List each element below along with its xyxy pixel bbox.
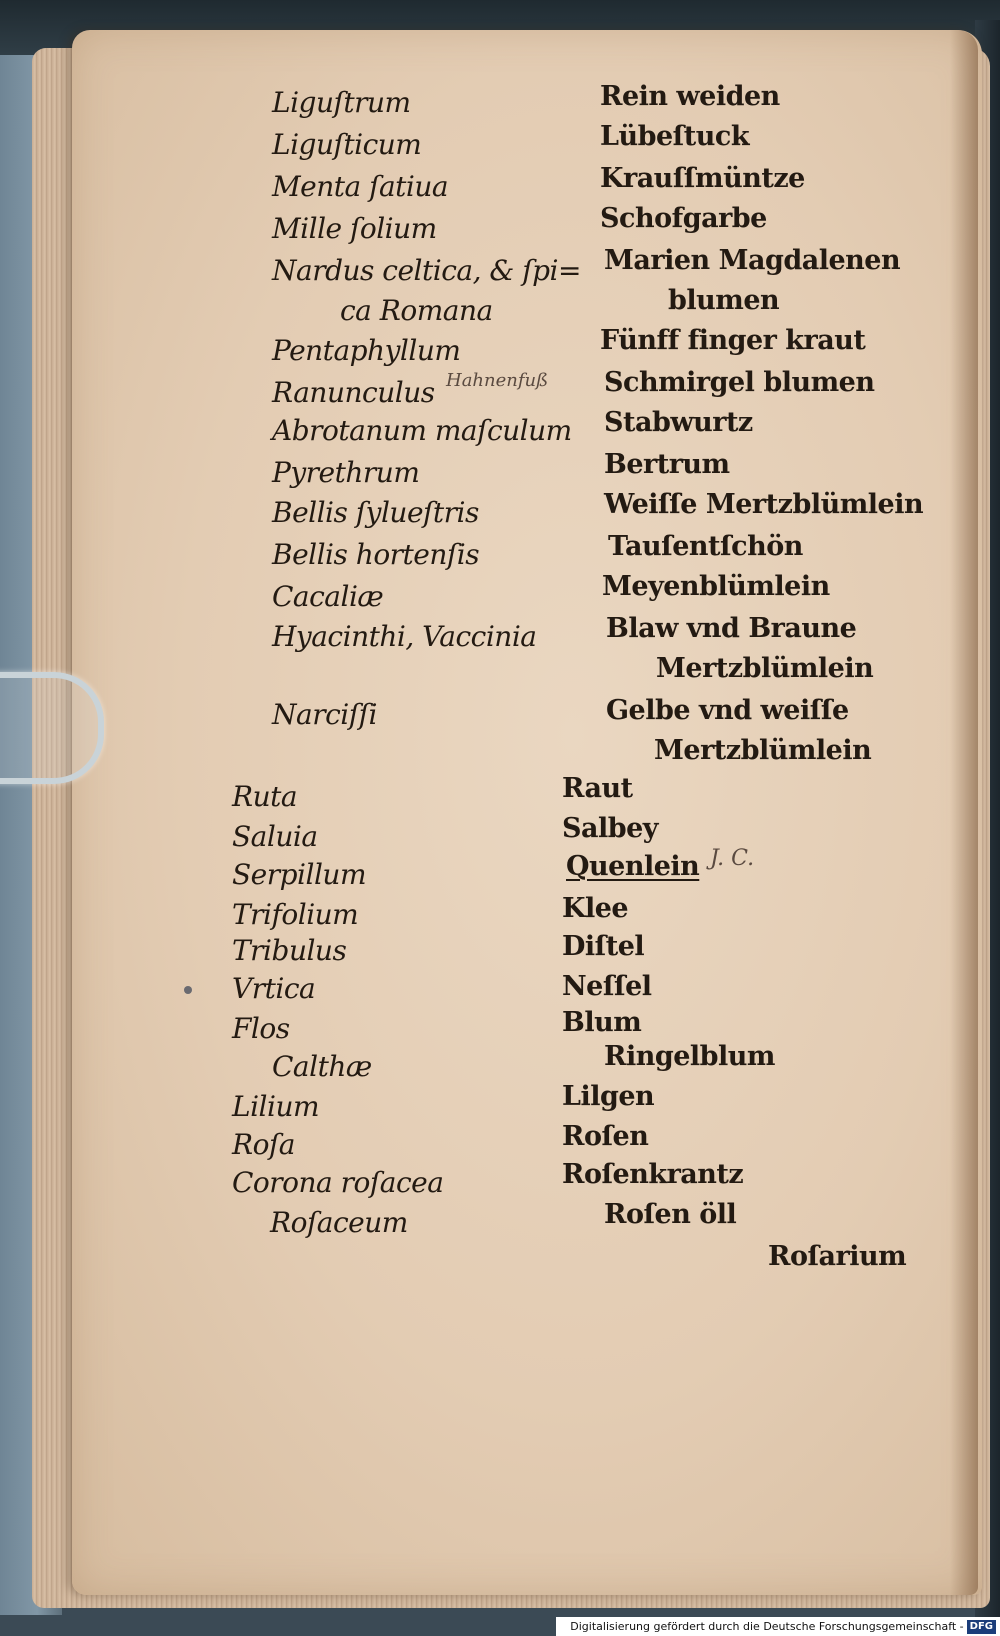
footer-text: Digitalisierung gefördert durch die Deutsche Forschungsgemeinschaft - — [570, 1620, 964, 1633]
right-line-5: Marien Magdalenen — [604, 245, 901, 276]
right-line-3: Krauſſmüntze — [600, 163, 805, 194]
left-line-15: Narciſſi — [272, 698, 377, 731]
right-line-21: Klee — [562, 893, 629, 924]
right-line-18: Raut — [562, 773, 633, 804]
left-line-4: Mille ſolium — [272, 212, 437, 245]
right-line-20: Quenlein — [566, 851, 700, 882]
right-line-2: Lübeſtuck — [600, 121, 750, 152]
right-line-16: Gelbe vnd weiſſe — [606, 695, 849, 726]
page-gutter — [950, 30, 978, 1595]
right-line-11: Weiſſe Mertzblümlein — [604, 489, 924, 520]
left-line-2: Liguſticum — [272, 128, 422, 161]
left-line-13: Cacaliæ — [272, 580, 384, 613]
left-line-5: Nardus celtica, & ſpi= — [272, 254, 581, 287]
left-line-27: Roſaceum — [270, 1206, 408, 1239]
handwritten-note-2: J. C. — [710, 846, 755, 871]
page-clip — [0, 672, 104, 784]
right-line-14: Blaw vnd Braune — [606, 613, 857, 644]
left-line-23: Calthæ — [272, 1050, 372, 1083]
right-line-7: Fünff finger kraut — [600, 325, 866, 356]
left-line-1: Liguſtrum — [272, 86, 411, 119]
right-line-17: Mertzblümlein — [654, 735, 872, 766]
left-line-12: Bellis hortenſis — [272, 538, 480, 571]
right-line-27: Roſen — [562, 1121, 649, 1152]
left-line-11: Bellis ſylueſtris — [272, 496, 479, 529]
left-line-20: Tribulus — [232, 934, 347, 967]
right-line-9: Stabwurtz — [604, 407, 753, 438]
right-line-30: Roſarium — [768, 1241, 907, 1272]
left-line-14: Hyacinthi, Vaccinia — [272, 620, 537, 653]
right-line-26: Lilgen — [562, 1081, 655, 1112]
handwritten-note-1: Hahnenfuß — [446, 370, 549, 391]
left-line-16: Ruta — [232, 780, 298, 813]
left-line-3: Menta ſatiua — [272, 170, 449, 203]
right-line-28: Roſenkrantz — [562, 1159, 744, 1190]
right-line-25: Ringelblum — [604, 1041, 775, 1072]
left-line-6: ca Romana — [340, 294, 493, 327]
right-line-24: Blum — [562, 1007, 642, 1038]
left-line-19: Trifolium — [232, 898, 359, 931]
left-line-21: Vrtica — [232, 972, 316, 1005]
right-line-8: Schmirgel blumen — [604, 367, 875, 398]
left-line-26: Corona roſacea — [232, 1166, 444, 1199]
right-line-1: Rein weiden — [600, 81, 780, 112]
left-line-25: Roſa — [232, 1128, 295, 1161]
left-line-7: Pentaphyllum — [272, 334, 461, 367]
right-line-19: Salbey — [562, 813, 658, 844]
right-line-12: Tauſentſchön — [608, 531, 803, 562]
left-line-24: Lilium — [232, 1090, 320, 1123]
right-line-15: Mertzblümlein — [656, 653, 874, 684]
ink-dot-mark — [184, 986, 192, 994]
left-line-18: Serpillum — [232, 858, 367, 891]
left-line-10: Pyrethrum — [272, 456, 420, 489]
left-line-8: Ranunculus — [272, 376, 435, 409]
right-line-22: Diſtel — [562, 931, 645, 962]
right-line-4: Schofgarbe — [600, 203, 767, 234]
right-line-13: Meyenblümlein — [602, 571, 830, 602]
right-line-29: Roſen öll — [604, 1199, 737, 1230]
dfg-logo: DFG — [967, 1620, 996, 1634]
footer-credit — [556, 1617, 1000, 1636]
right-line-23: Neſſel — [562, 971, 652, 1002]
left-line-22: Flos — [232, 1012, 290, 1045]
left-line-17: Saluia — [232, 820, 318, 853]
right-line-10: Bertrum — [604, 449, 730, 480]
right-line-6: blumen — [668, 285, 780, 316]
left-line-9: Abrotanum maſculum — [272, 414, 572, 447]
